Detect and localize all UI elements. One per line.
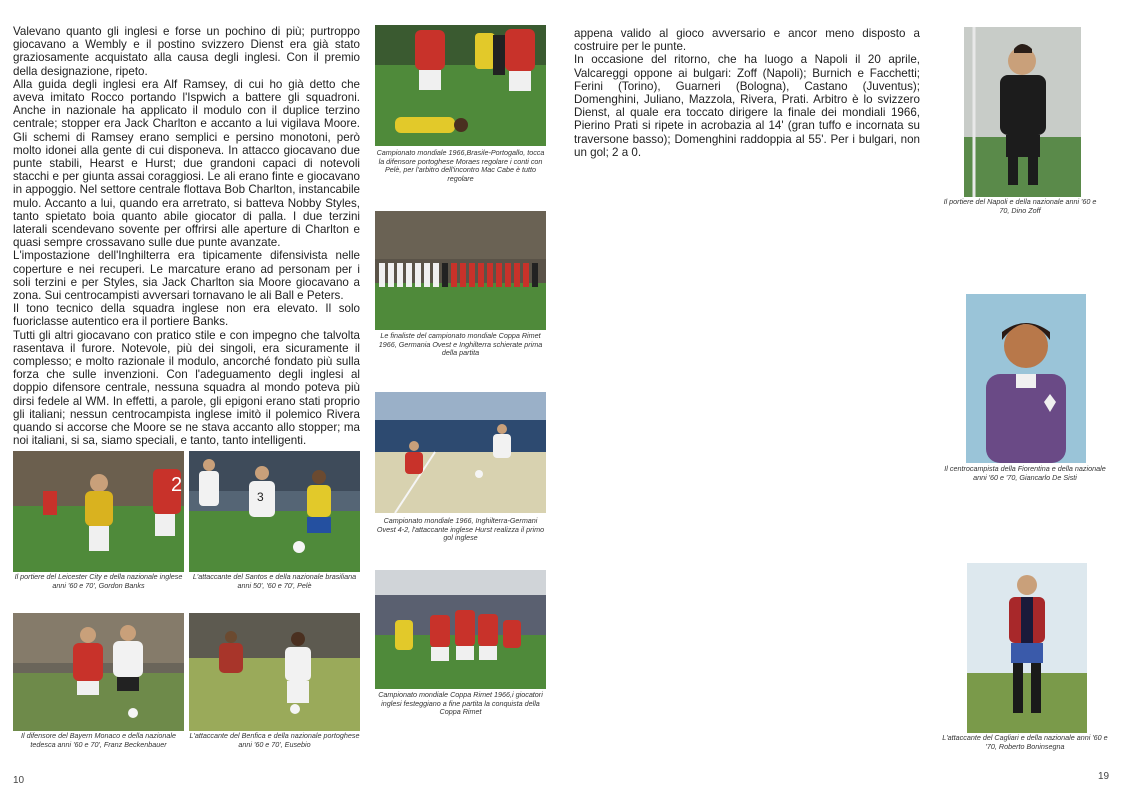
paragraph: L'impostazione dell'Inghilterra era tipicamente difensivista nelle coperture e nei recuperi. Le marcature erano ad personam per i soli terzini e per Styles, sia Jack Charlton sia Moore giocavano a zona. Sui centrocampisti avversari tornavano le ali Ball e Peters. [13,249,360,303]
photo-dino-zoff [964,27,1081,197]
caption-pele: L'attaccante del Santos e della nazionale brasiliana anni 50', '60 e 70', Pelè [192,572,357,590]
paragraph: Il tono tecnico della squadra inglese non era elevato. Il solo fuoriclasse autentico era il portiere Banks. [13,302,360,329]
svg-text:3: 3 [257,490,264,504]
caption-gordon-banks: Il portiere del Leicester City e della nazionale inglese anni '60 e 70', Gordon Banks [14,572,183,590]
photo-pele [189,451,360,572]
photo-brasile-portogallo [375,25,546,146]
photo-hurst-gol [375,392,546,513]
caption-eusebio: L'attaccante del Benfica e della nazionale portoghese anni '60 e 70', Eusebio [189,731,360,749]
caption-finaliste-coppa-rimet: Le finaliste del campionato mondiale Coppa Rimet 1966, Germania Ovest e Inghilterra schierate prima della partita [378,331,543,358]
caption-franz-beckenbauer: Il difensore del Bayern Monaco e della nazionale tedesca anni '60 e 70', Franz Beckenbauer [20,731,177,749]
photo-eusebio [189,613,360,731]
paragraph: Alla guida degli inglesi era Alf Ramsey, di cui ho già detto che aveva imitato Rocco portando l'Ispwich a battere gli squadroni. Anche in nazionale ha applicato il modulo con il duplice terzino centrale; stopper era Jack Charlton e accanto a lui vigilava Moore. Gli schemi di Ramsey erano semplici e persino monotoni, però molto idonei alla gente di cui disponeva. In attacco giocavano due punte stabili, Hearst e Hurst; due grandoni capaci di notevoli stacchi e per giunta assai coraggiosi. Le ali erano finte e giocavano in appoggio. Nel settore centrale flottava Bob Charlton, instancabile mulo. Accanto a lui, quando era arretrato, si batteva Nobby Styles, tanto spietato boia quanto abile giocator di palla. I due terzini laterali scendevano sovente per offrirsi alle aperture di Charlton e quasi sempre crossavano sulle due punte avanzate. [13,77,360,250]
photo-gordon-banks [13,451,184,572]
paragraph: appena valido al gioco avversario e ancor meno disposto a costruire per le punte. [574,27,920,54]
left-article-text [13,25,360,448]
svg-text:2: 2 [171,474,183,496]
caption-roberto-boninsegna: L'attaccante del Cagliari e della nazionale anni '60 e '70, Roberto Boninsegna [942,733,1108,751]
photo-inglesi-festeggiano [375,570,546,689]
photo-giancarlo-de-sisti [966,294,1086,463]
photo-roberto-boninsegna [967,563,1087,733]
paragraph: Valevano quanto gli inglesi e forse un pochino di più; purtroppo giocavano a Wembly e il postino svizzero Dienst era già stato graziosamente acquistato alla causa degli inglesi. Con il premio della designazione, ripeto. [13,25,360,78]
paragraph: In occasione del ritorno, che ha luogo a Napoli il 20 aprile, Valcareggi oppone ai bulgari: Zoff (Napoli); Burnich e Facchetti; Ferini (Torino), Guarneri (Bologna), Castano (Juventus); Domenghini, Juliano, Mazzola, Rivera, Prati. Arbitro è lo svizzero Dienst, al quale era toccato dirigere la finale dei mondiali 1966, Pierino Prati si ripete in acrobazia al 14' (gran tuffo e incornata su traversone basso); Domenghini raddoppia al 55'. Per i bulgari, non un gol; 2 a 0. [574,53,920,159]
caption-dino-zoff: Il portiere del Napoli e della nazionale anni '60 e 70, Dino Zoff [943,197,1097,215]
right-article-text [574,27,920,159]
page-number-right: 19 [1098,771,1110,782]
photo-franz-beckenbauer [13,613,184,731]
page-number-left: 10 [13,775,25,786]
caption-hurst-gol: Campionato mondiale 1966, Inghilterra-Germani Ovest 4-2, l'attaccante inglese Hurst realizza il primo gol inglese [376,516,545,543]
paragraph: Tutti gli altri giocavano con pratico stile e con impegno che talvolta rasentava il furore. Notevole, più dei singoli, era sicuramente il complesso; e molto razionale il modulo, ancorché fondato più sulla forza che sulle invenzioni. Con l'adeguamento degli inglesi al doppio difensore centrale, nessuna squadra al mondo poteva più dirsi fedele al WM. In effetti, a parole, gli epigoni erano stati proprio gli italiani; nessun centrocampista inglese imitò il polemico Rivera quando si accorse che Moore se ne stava accanto allo stopper; ma noi italiani, si sa, siamo speciali, e tanto, tanto intelligenti. [13,328,360,448]
photo-finaliste-coppa-rimet [375,211,546,330]
caption-inglesi-festeggiano: Campionato mondiale Coppa Rimet 1966,i giocatori inglesi festeggiano a fine partita la conquista della Coppa Rimet [378,690,543,717]
caption-brasile-portogallo: Campionato mondiale 1966,Brasile-Portogallo, tocca la difensore portoghese Moraes regolare i conti con Pelè, per l'arbitro dell'incontro Mac Cabe è tutto regolare [376,148,545,183]
caption-giancarlo-de-sisti: Il centrocampista della Fiorentina e della nazionale anni '60 e '70, Giancarlo De Sisti [944,464,1106,482]
